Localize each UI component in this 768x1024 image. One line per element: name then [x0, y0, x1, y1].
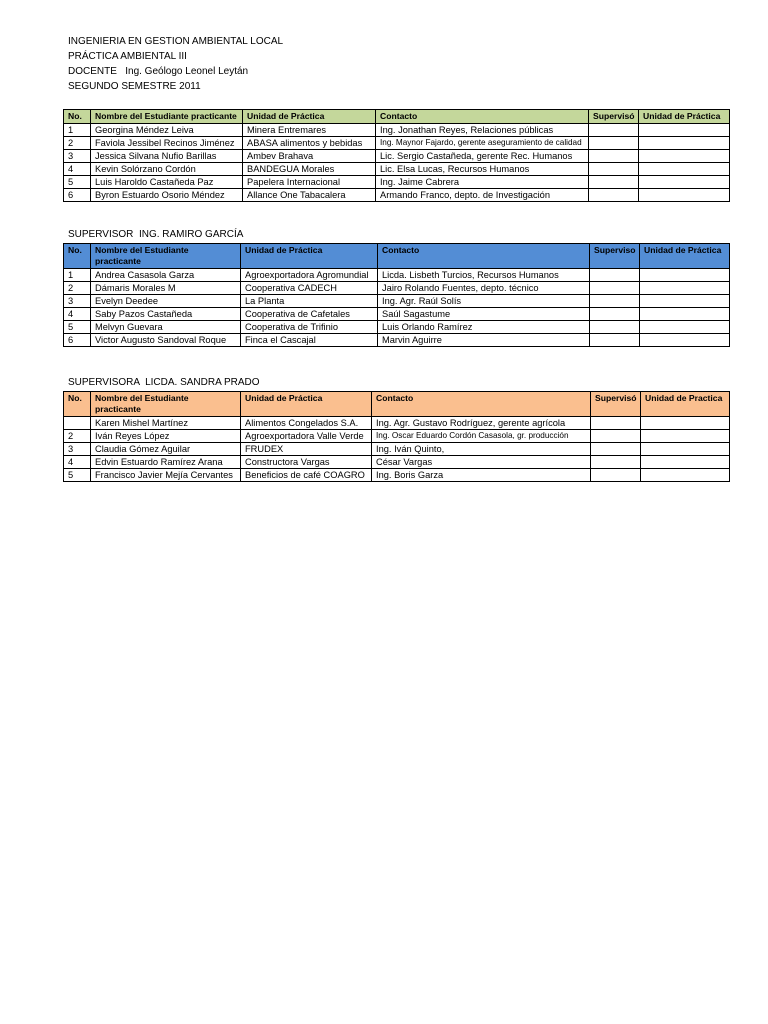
col-practice-unit-2-cell: [641, 430, 730, 443]
table-header: [64, 392, 730, 417]
col-no-cell: 2: [64, 137, 91, 150]
col-no-cell: 2: [64, 282, 91, 295]
col-contact-cell: Ing. Maynor Fajardo, gerente aseguramiento de calidad: [376, 137, 589, 150]
header-row: [64, 110, 730, 124]
col-student-name-header: Nombre del Estudiante practicante: [91, 110, 243, 124]
table-row: [64, 282, 730, 295]
table-row: [64, 189, 730, 202]
col-supervised-cell: [591, 430, 641, 443]
col-no-cell: 5: [64, 176, 91, 189]
col-no-cell: 4: [64, 456, 91, 469]
col-contact-header: Contacto: [378, 244, 590, 269]
students-table-1: [63, 109, 730, 202]
col-contact-cell: Jairo Rolando Fuentes, depto. técnico: [378, 282, 590, 295]
col-practice-unit-2-cell: [640, 269, 730, 282]
col-supervised-cell: [589, 176, 639, 189]
col-practice-unit-2-cell: [639, 189, 730, 202]
col-student-name-cell: Saby Pazos Castañeda: [91, 308, 241, 321]
col-practice-unit-cell: Constructora Vargas: [241, 456, 372, 469]
col-practice-unit-cell: Ambev Brahava: [243, 150, 376, 163]
col-student-name-cell: Faviola Jessibel Recinos Jiménez: [91, 137, 243, 150]
table-row: [64, 176, 730, 189]
table-row: [64, 334, 730, 347]
supervisor-title-sandra: SUPERVISORA LICDA. SANDRA PRADO: [68, 377, 260, 388]
students-table-2: [63, 243, 730, 347]
col-no-cell: 2: [64, 430, 91, 443]
col-student-name-cell: Claudia Gómez Aguilar: [91, 443, 241, 456]
table-row: [64, 469, 730, 482]
col-supervised-cell: [590, 269, 640, 282]
col-supervised-cell: [590, 334, 640, 347]
col-practice-unit-2-cell: [639, 176, 730, 189]
col-student-name-cell: Melvyn Guevara: [91, 321, 241, 334]
col-supervised-header: Superviso: [590, 244, 640, 269]
col-practice-unit-2-cell: [641, 469, 730, 482]
col-practice-unit-2-header: Unidad de Practica: [641, 392, 730, 417]
col-no-cell: 6: [64, 189, 91, 202]
table-row: [64, 417, 730, 430]
col-contact-cell: Ing. Jaime Cabrera: [376, 176, 589, 189]
col-practice-unit-cell: Allance One Tabacalera: [243, 189, 376, 202]
table-row: [64, 295, 730, 308]
table-body: [64, 269, 730, 347]
col-no-cell: 1: [64, 269, 91, 282]
col-practice-unit-2-cell: [640, 295, 730, 308]
col-practice-unit-2-cell: [639, 163, 730, 176]
col-practice-unit-header: Unidad de Práctica: [241, 392, 372, 417]
col-practice-unit-header: Unidad de Práctica: [241, 244, 378, 269]
col-supervised-cell: [589, 150, 639, 163]
table-row: [64, 137, 730, 150]
table-row: [64, 150, 730, 163]
col-contact-cell: Ing. Agr. Gustavo Rodríguez, gerente agrícola: [372, 417, 591, 430]
table-row: [64, 124, 730, 137]
col-no-cell: 1: [64, 124, 91, 137]
col-contact-header: Contacto: [376, 110, 589, 124]
col-supervised-cell: [591, 469, 641, 482]
col-contact-cell: Lic. Sergio Castañeda, gerente Rec. Humanos: [376, 150, 589, 163]
col-practice-unit-2-header: Unidad de Práctica: [639, 110, 730, 124]
col-practice-unit-cell: ABASA alimentos y bebidas: [243, 137, 376, 150]
col-practice-unit-header: Unidad de Práctica: [243, 110, 376, 124]
col-contact-cell: Marvin Aguirre: [378, 334, 590, 347]
col-supervised-cell: [590, 321, 640, 334]
col-practice-unit-2-cell: [640, 282, 730, 295]
col-practice-unit-cell: Alimentos Congelados S.A.: [241, 417, 372, 430]
col-practice-unit-cell: BANDEGUA Morales: [243, 163, 376, 176]
table-header: [64, 110, 730, 124]
col-no-cell: 3: [64, 150, 91, 163]
col-practice-unit-cell: Cooperativa de Trifinio: [241, 321, 378, 334]
teacher-line: DOCENTE Ing. Geólogo Leonel Leytán: [68, 66, 249, 77]
col-practice-unit-2-cell: [640, 308, 730, 321]
table-row: [64, 269, 730, 282]
table-row: [64, 321, 730, 334]
col-supervised-cell: [590, 295, 640, 308]
col-supervised-header: Supervisó: [591, 392, 641, 417]
document-header: [68, 34, 283, 94]
col-practice-unit-cell: Beneficios de café COAGRO: [241, 469, 372, 482]
col-supervised-cell: [589, 163, 639, 176]
course-title: PRÁCTICA AMBIENTAL III: [68, 51, 187, 62]
col-practice-unit-2-cell: [641, 443, 730, 456]
students-table-3: [63, 391, 730, 482]
col-no-header: No.: [64, 392, 91, 417]
program-title: INGENIERIA EN GESTION AMBIENTAL LOCAL: [68, 36, 284, 47]
table-header: [64, 244, 730, 269]
col-contact-cell: Saúl Sagastume: [378, 308, 590, 321]
col-contact-cell: Lic. Elsa Lucas, Recursos Humanos: [376, 163, 589, 176]
table-row: [64, 430, 730, 443]
col-supervised-cell: [591, 456, 641, 469]
col-contact-cell: Ing. Oscar Eduardo Cordón Casasola, gr. producción: [372, 430, 591, 443]
table-row: [64, 163, 730, 176]
col-practice-unit-2-cell: [640, 321, 730, 334]
col-practice-unit-2-cell: [641, 456, 730, 469]
col-practice-unit-2-cell: [639, 150, 730, 163]
col-practice-unit-cell: La Planta: [241, 295, 378, 308]
col-practice-unit-2-cell: [641, 417, 730, 430]
col-student-name-cell: Karen Mishel Martínez: [91, 417, 241, 430]
col-contact-cell: Licda. Lisbeth Turcios, Recursos Humanos: [378, 269, 590, 282]
semester-line: SEGUNDO SEMESTRE 2011: [68, 81, 201, 92]
col-no-header: No.: [64, 110, 91, 124]
col-contact-cell: Armando Franco, depto. de Investigación: [376, 189, 589, 202]
table-row: [64, 456, 730, 469]
col-supervised-header: Supervisó: [589, 110, 639, 124]
col-practice-unit-2-header: Unidad de Práctica: [640, 244, 730, 269]
col-supervised-cell: [589, 124, 639, 137]
col-no-cell: 6: [64, 334, 91, 347]
col-practice-unit-cell: Papelera Internacional: [243, 176, 376, 189]
col-student-name-cell: Victor Augusto Sandoval Roque: [91, 334, 241, 347]
col-contact-cell: Luis Orlando Ramírez: [378, 321, 590, 334]
col-no-header: No.: [64, 244, 91, 269]
col-practice-unit-cell: Agroexportadora Agromundial: [241, 269, 378, 282]
col-student-name-cell: Francisco Javier Mejía Cervantes: [91, 469, 241, 482]
table-row: [64, 443, 730, 456]
col-no-cell: 3: [64, 443, 91, 456]
col-supervised-cell: [590, 282, 640, 295]
col-student-name-cell: Andrea Casasola Garza: [91, 269, 241, 282]
col-no-cell: 4: [64, 163, 91, 176]
table-body: [64, 417, 730, 482]
col-no-cell: 5: [64, 469, 91, 482]
col-no-cell: [64, 417, 91, 430]
col-contact-cell: Ing. Jonathan Reyes, Relaciones públicas: [376, 124, 589, 137]
col-student-name-header: Nombre del Estudiante practicante: [91, 392, 241, 417]
col-supervised-cell: [590, 308, 640, 321]
col-supervised-cell: [591, 443, 641, 456]
supervisor-title-ramiro: SUPERVISOR ING. RAMIRO GARCÍA: [68, 229, 244, 240]
col-contact-cell: Ing. Agr. Raúl Solís: [378, 295, 590, 308]
col-practice-unit-cell: Cooperativa CADECH: [241, 282, 378, 295]
col-no-cell: 5: [64, 321, 91, 334]
col-supervised-cell: [591, 417, 641, 430]
col-practice-unit-cell: Finca el Cascajal: [241, 334, 378, 347]
col-student-name-cell: Luis Haroldo Castañeda Paz: [91, 176, 243, 189]
col-student-name-cell: Iván Reyes López: [91, 430, 241, 443]
header-row: [64, 244, 730, 269]
col-no-cell: 4: [64, 308, 91, 321]
col-student-name-cell: Jessica Silvana Nufio Barillas: [91, 150, 243, 163]
col-contact-cell: Ing. Iván Quinto,: [372, 443, 591, 456]
col-practice-unit-cell: Cooperativa de Cafetales: [241, 308, 378, 321]
col-practice-unit-2-cell: [639, 137, 730, 150]
col-contact-header: Contacto: [372, 392, 591, 417]
col-student-name-cell: Edvin Estuardo Ramírez Arana: [91, 456, 241, 469]
col-practice-unit-cell: Minera Entremares: [243, 124, 376, 137]
col-supervised-cell: [589, 189, 639, 202]
col-student-name-cell: Evelyn Deedee: [91, 295, 241, 308]
table-row: [64, 308, 730, 321]
col-practice-unit-cell: Agroexportadora Valle Verde: [241, 430, 372, 443]
col-contact-cell: César Vargas: [372, 456, 591, 469]
col-student-name-cell: Dámaris Morales M: [91, 282, 241, 295]
col-student-name-cell: Georgina Méndez Leiva: [91, 124, 243, 137]
col-practice-unit-2-cell: [640, 334, 730, 347]
col-practice-unit-2-cell: [639, 124, 730, 137]
col-contact-cell: Ing. Boris Garza: [372, 469, 591, 482]
header-row: [64, 392, 730, 417]
col-student-name-cell: Byron Estuardo Osorio Méndez: [91, 189, 243, 202]
col-supervised-cell: [589, 137, 639, 150]
col-student-name-header: Nombre del Estudiante practicante: [91, 244, 241, 269]
table-body: [64, 124, 730, 202]
col-student-name-cell: Kevin Solórzano Cordón: [91, 163, 243, 176]
col-practice-unit-cell: FRUDEX: [241, 443, 372, 456]
col-no-cell: 3: [64, 295, 91, 308]
